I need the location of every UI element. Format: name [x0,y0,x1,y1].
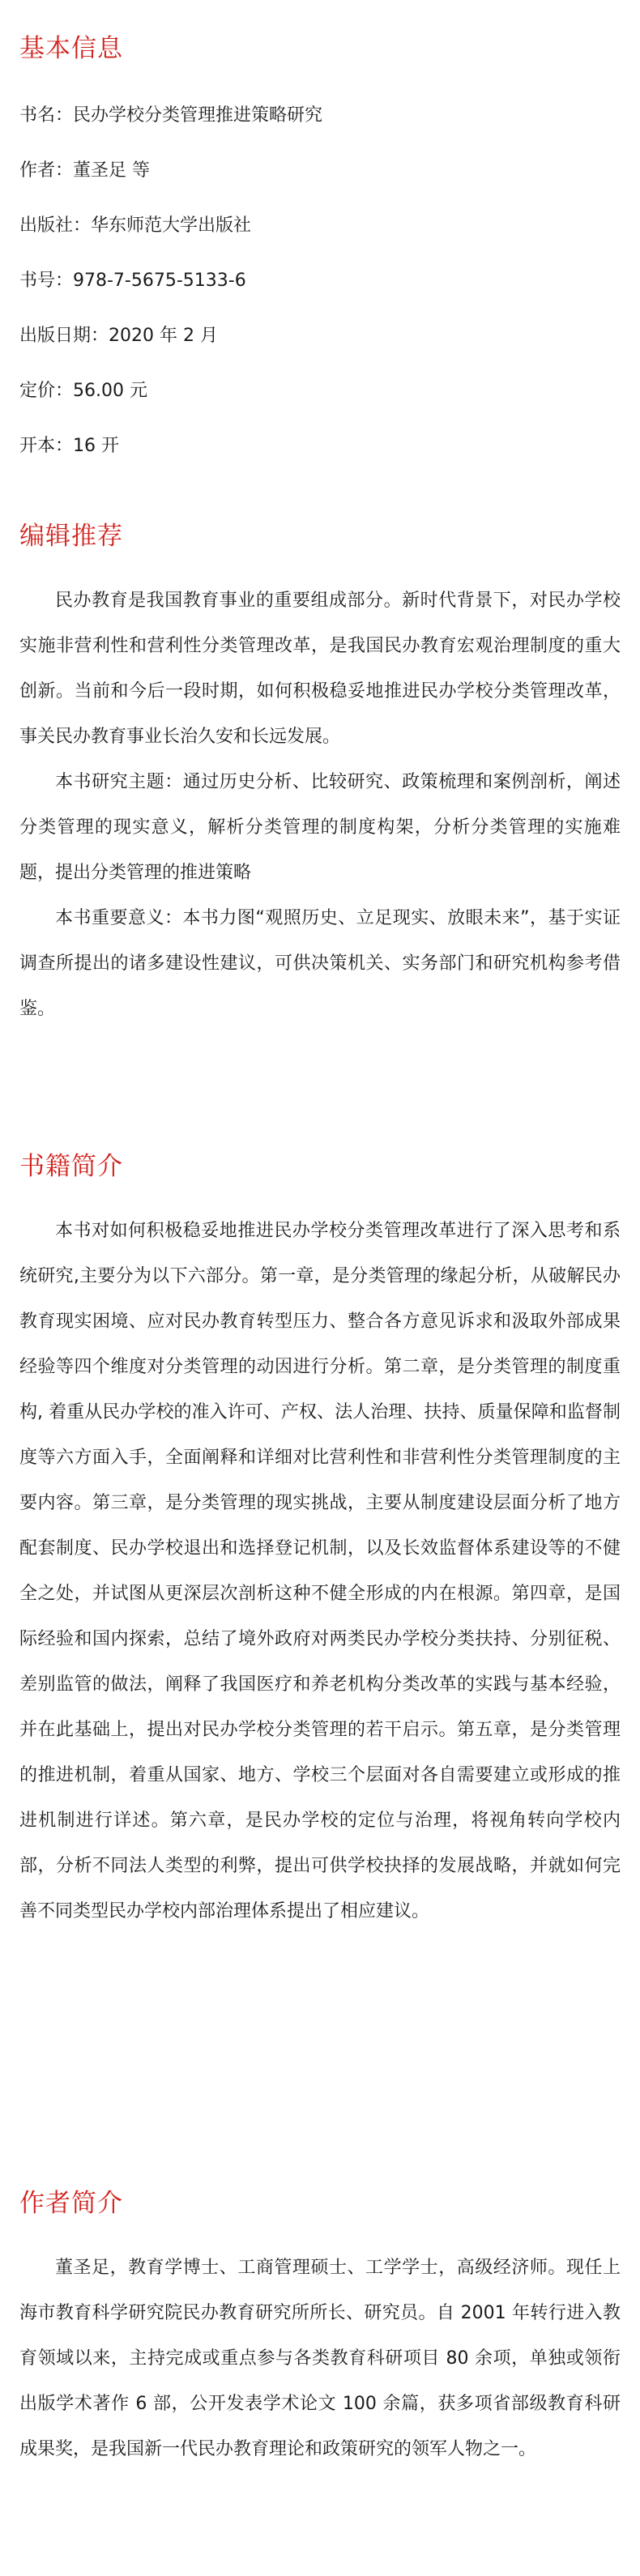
book-intro-body [19,1209,621,1934]
format-row: 开本：16 开 [19,436,119,456]
publish-date-row: 出版日期：2020 年 2 月 [19,326,218,346]
basic-info-list [19,104,322,458]
book-intro-section [19,1149,621,1934]
recommend-paragraph: 本书研究主题：通过历史分析、比较研究、政策梳理和案例剖析，阐述分类管理的现实意义，解析分类管理的制度构架，分析分类管理的实施难题，提出分类管理的推进策略 [19,772,621,883]
book-name-row: 书名：民办学校分类管理推进策略研究 [19,105,323,126]
editor-recommend-body [19,578,621,1032]
author-intro-section [19,2186,621,2472]
author-intro-body [19,2245,621,2472]
author-intro-heading: 作者简介 [19,2189,123,2218]
recommend-paragraph: 本书重要意义：本书力图“观照历史、立足现实、放眼未来”，基于实证调查所提出的诸多建设性建议，可供决策机关、实务部门和研究机构参考借鉴。 [19,908,621,1019]
price-row: 定价：56.00 元 [19,381,147,401]
book-intro-heading: 书籍简介 [19,1152,123,1181]
basic-info-heading: 基本信息 [19,34,123,63]
recommend-paragraph: 民办教育是我国教育事业的重要组成部分。新时代背景下，对民办学校实施非营利性和营利性分类管理改革，是我国民办教育宏观治理制度的重大创新。当前和今后一段时期，如何积极稳妥地推进民办学校分类管理改革，事关民办教育事业长治久安和长远发展。 [19,591,621,747]
publisher-row: 出版社：华东师范大学出版社 [19,215,252,236]
isbn-row: 书号：978-7-5675-5133-6 [19,271,246,291]
author-paragraph: 董圣足，教育学博士、工商管理硕士、工学学士，高级经济师。现任上海市教育科学研究院民办教育研究所所长、研究员。自 2001 年转行进入教育领域以来，主持完成或重点参与各类教育科研项目 80 余项，单独或领衔出版学术著作 6 部，公开发表学术论文 100 余篇，获多项省部级教育科研成果奖，是我国新一代民办教育理论和政策研究的领军人物之一。 [19,2258,621,2459]
basic-info-section [19,31,322,458]
editor-recommend-section [19,518,621,1032]
intro-paragraph: 本书对如何积极稳妥地推进民办学校分类管理改革进行了深入思考和系统研究,主要分为以下六部分。第一章，是分类管理的缘起分析，从破解民办教育现实困境、应对民办教育转型压力、整合各方意见诉求和汲取外部成果经验等四个维度对分类管理的动因进行分析。第二章，是分类管理的制度重构, 着重从民办学校的准入许可、产权、法人治理、扶持、质量保障和监督制度等六方面入手，全面阐释和详细对比营利性和非营利性分类管理制度的主要内容。第三章，是分类管理的现实挑战，主要从制度建设层面分析了地方配套制度、民办学校退出和选择登记机制，以及长效监督体系建设等的不健全之处，并试图从更深层次剖析这种不健全形成的内在根源。第四章，是国际经验和国内探索，总结了境外政府对两类民办学校分类扶持、分别征税、差别监管的做法，阐释了我国医疗和养老机构分类改革的实践与基本经验，并在此基础上，提出对民办学校分类管理的若干启示。第五章，是分类管理的推进机制，着重从国家、地方、学校三个层面对各自需要建立或形成的推进机制进行详述。第六章，是民办学校的定位与治理，将视角转向学校内部，分析不同法人类型的利弊，提出可供学校抉择的发展战略，并就如何完善不同类型民办学校内部治理体系提出了相应建议。 [19,1221,621,1921]
editor-recommend-heading: 编辑推荐 [19,522,123,551]
author-row: 作者：董圣足 等 [19,160,150,181]
